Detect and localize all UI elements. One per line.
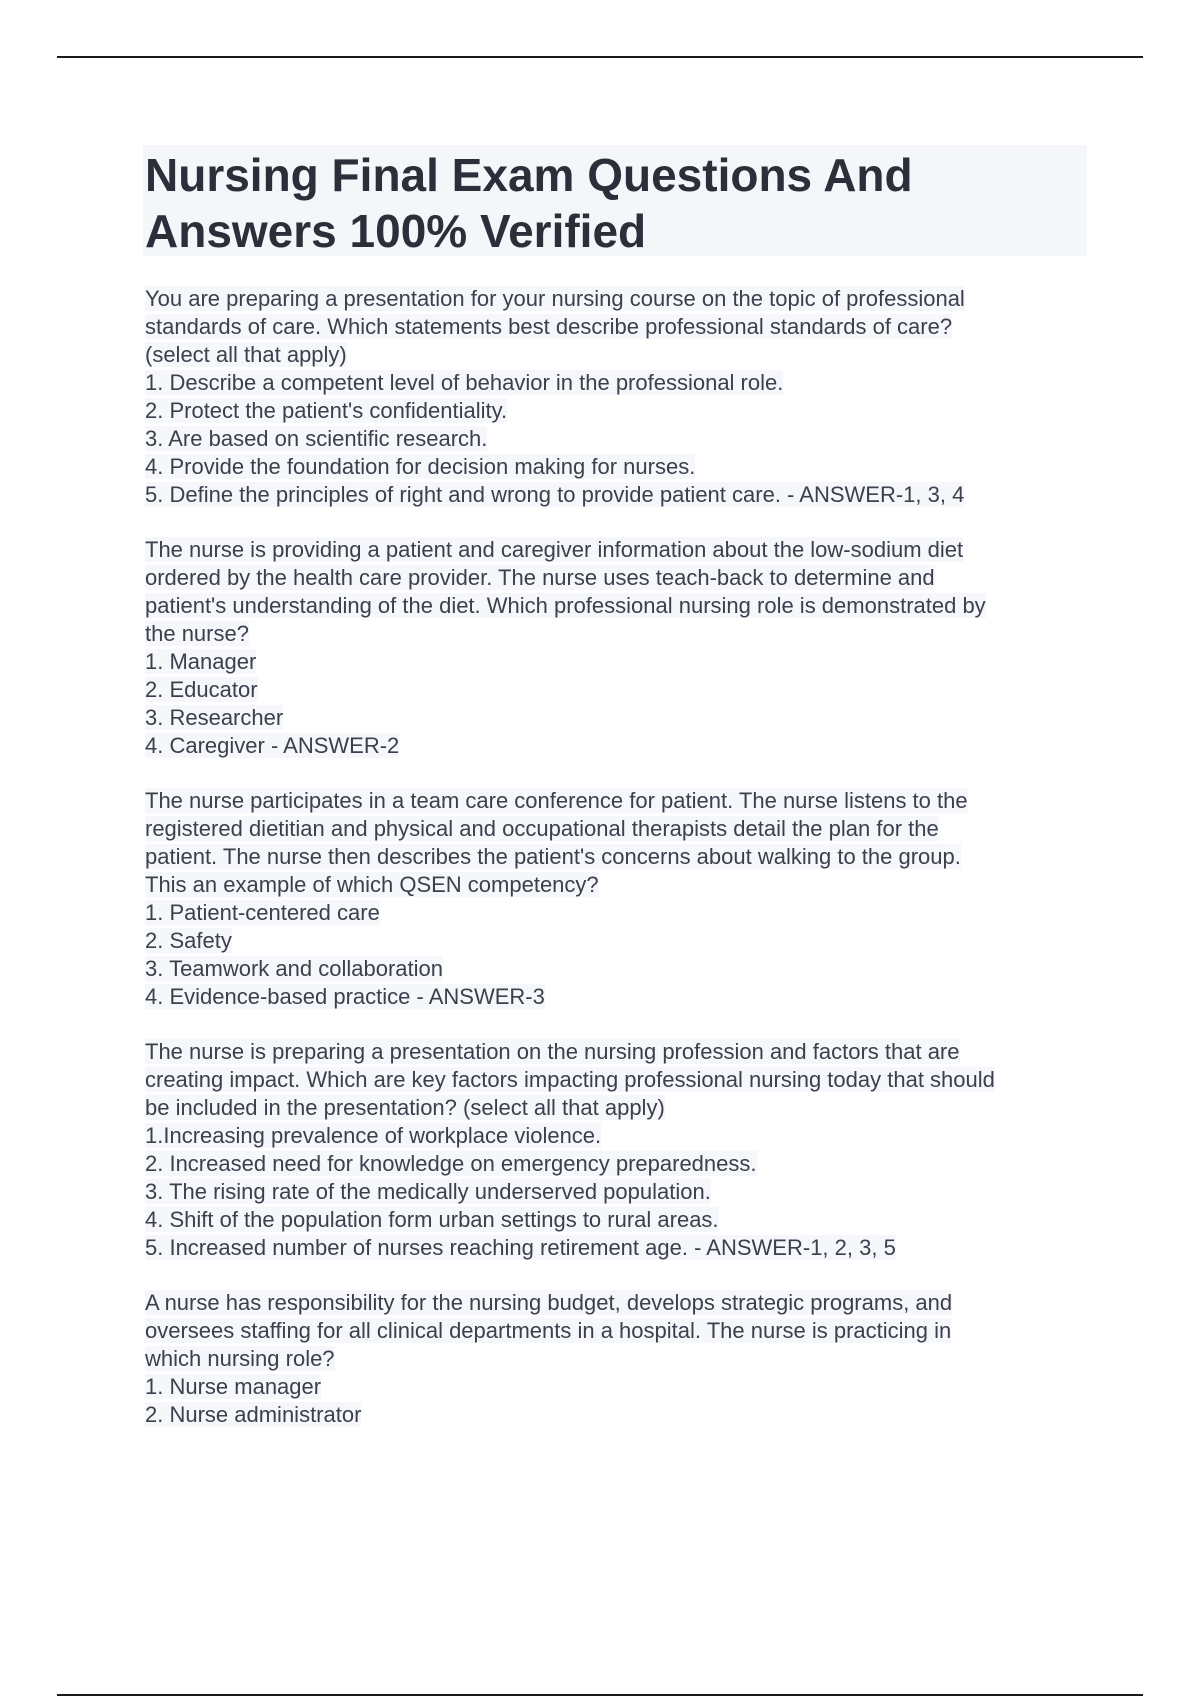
question-block — [145, 536, 1090, 760]
option-line: 3. Teamwork and collaboration — [145, 956, 443, 981]
question-line: The nurse participates in a team care conference for patient. The nurse listens to the — [145, 788, 968, 813]
option-line: 1. Describe a competent level of behavior in the professional role. — [145, 370, 784, 395]
answer-line: 4. Evidence-based practice - ANSWER-3 — [145, 984, 545, 1009]
question-line: be included in the presentation? (select all that apply) — [145, 1095, 665, 1120]
question-line: standards of care. Which statements best describe professional standards of care? — [145, 314, 953, 339]
question-line: ordered by the health care provider. The nurse uses teach-back to determine and — [145, 565, 935, 590]
question-line: (select all that apply) — [145, 342, 347, 367]
question-block — [145, 285, 1090, 509]
option-line: 1. Manager — [145, 649, 257, 674]
answer-line: 4. Caregiver - ANSWER-2 — [145, 733, 400, 758]
option-line: 4. Provide the foundation for decision making for nurses. — [145, 454, 696, 479]
question-line: creating impact. Which are key factors impacting professional nursing today that should — [145, 1067, 995, 1092]
question-line: oversees staffing for all clinical departments in a hospital. The nurse is practicing in — [145, 1318, 952, 1343]
answer-line: 5. Increased number of nurses reaching retirement age. - ANSWER-1, 2, 3, 5 — [145, 1235, 896, 1260]
option-line: 2. Nurse administrator — [145, 1402, 362, 1427]
option-line: 4. Shift of the population form urban settings to rural areas. — [145, 1207, 719, 1232]
title-line: Answers 100% Verified — [145, 205, 647, 257]
question-line: registered dietitian and physical and occupational therapists detail the plan for the — [145, 816, 939, 841]
question-block — [145, 1289, 1090, 1429]
question-line: This an example of which QSEN competency? — [145, 872, 599, 897]
question-line: patient. The nurse then describes the patient's concerns about walking to the group. — [145, 844, 961, 869]
option-line: 2. Safety — [145, 928, 232, 953]
option-line: 1.Increasing prevalence of workplace violence. — [145, 1123, 602, 1148]
question-line: patient's understanding of the diet. Which professional nursing role is demonstrated by — [145, 593, 986, 618]
question-line: The nurse is preparing a presentation on the nursing profession and factors that are — [145, 1039, 960, 1064]
question-block — [145, 787, 1090, 1011]
option-line: 1. Nurse manager — [145, 1374, 322, 1399]
question-line: A nurse has responsibility for the nursing budget, develops strategic programs, and — [145, 1290, 953, 1315]
option-line: 1. Patient-centered care — [145, 900, 380, 925]
bottom-rule — [57, 1694, 1143, 1696]
question-block — [145, 1038, 1090, 1262]
page-title — [143, 145, 1087, 259]
top-rule — [57, 56, 1143, 58]
question-list — [145, 285, 1090, 1456]
question-line: which nursing role? — [145, 1346, 335, 1371]
title-block — [143, 145, 1087, 256]
answer-line: 5. Define the principles of right and wrong to provide patient care. - ANSWER-1, 3, 4 — [145, 482, 965, 507]
option-line: 2. Protect the patient's confidentiality. — [145, 398, 508, 423]
option-line: 3. The rising rate of the medically underserved population. — [145, 1179, 711, 1204]
title-line: Nursing Final Exam Questions And — [145, 149, 913, 201]
question-line: You are preparing a presentation for your nursing course on the topic of professional — [145, 286, 965, 311]
option-line: 3. Researcher — [145, 705, 284, 730]
question-line: the nurse? — [145, 621, 249, 646]
option-line: 2. Increased need for knowledge on emergency preparedness. — [145, 1151, 757, 1176]
option-line: 3. Are based on scientific research. — [145, 426, 488, 451]
option-line: 2. Educator — [145, 677, 258, 702]
question-line: The nurse is providing a patient and caregiver information about the low-sodium diet — [145, 537, 964, 562]
